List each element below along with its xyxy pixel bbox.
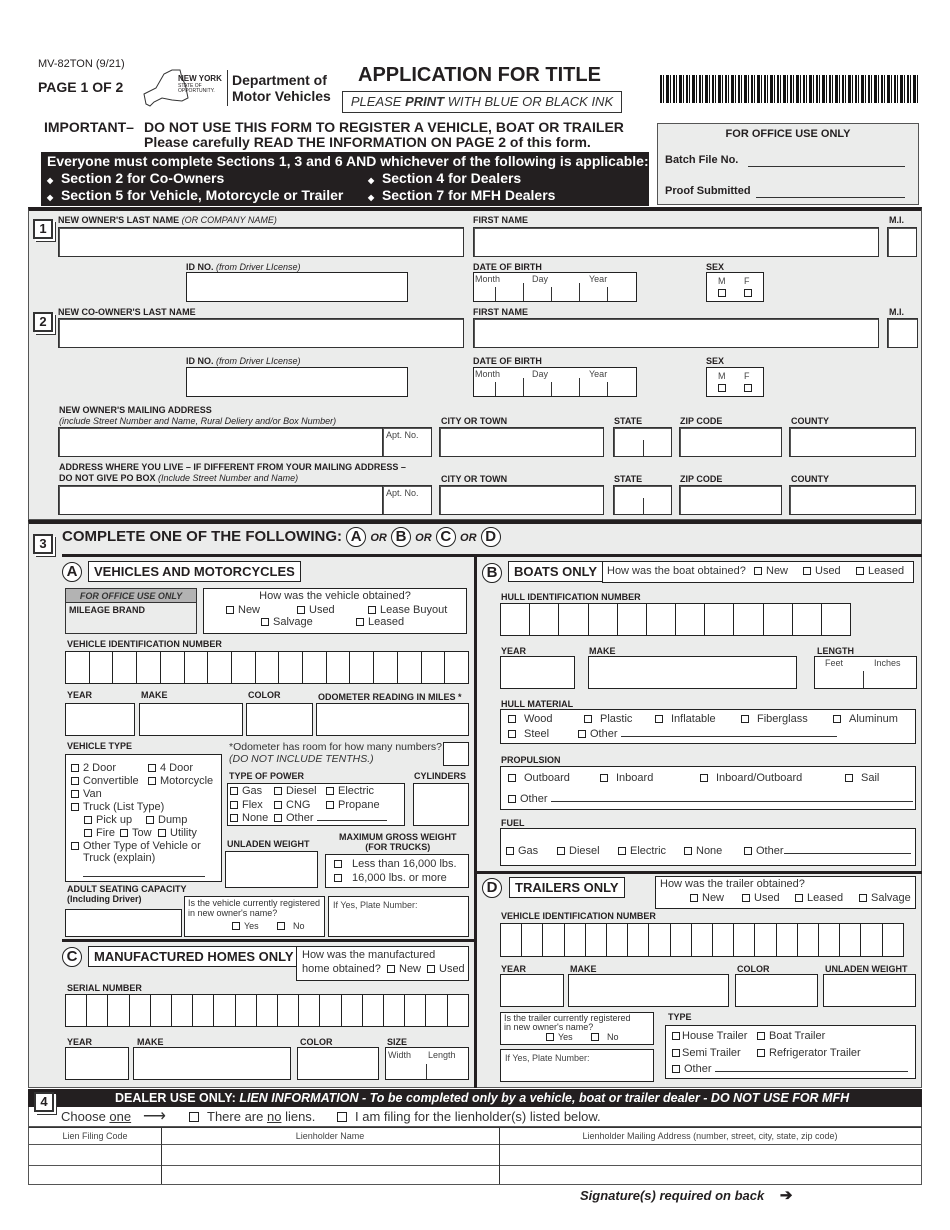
batch-field[interactable] bbox=[748, 166, 905, 167]
power-cng[interactable]: CNG bbox=[274, 799, 310, 811]
trailer-registered-no[interactable]: No bbox=[591, 1032, 619, 1042]
type-convertible[interactable]: Convertible bbox=[71, 775, 139, 787]
col-lienholder-name: Lienholder Name bbox=[295, 1131, 365, 1141]
type-tow[interactable]: Tow bbox=[120, 827, 152, 839]
hull-material-label: HULL MATERIAL bbox=[501, 699, 574, 709]
filing-lienholder-checkbox[interactable]: I am filing for the lienholder(s) listed below. bbox=[337, 1109, 601, 1124]
trailer-obtained-new[interactable]: New bbox=[690, 892, 724, 904]
vehicle-make-label: MAKE bbox=[141, 690, 168, 700]
trailer-type-semi[interactable]: Semi Trailer bbox=[672, 1047, 741, 1059]
residence-address-label: ADDRESS WHERE YOU LIVE – IF DIFFERENT FROM YOUR MAILING ADDRESS – bbox=[59, 462, 406, 472]
owner-dob-input[interactable]: Month Day Year bbox=[473, 272, 637, 302]
trailer-vin-input[interactable] bbox=[500, 923, 904, 957]
owner-id-input[interactable] bbox=[186, 272, 408, 302]
col-lienholder-address: Lienholder Mailing Address (number, street, city, state, zip code) bbox=[582, 1131, 838, 1141]
residence-county-input[interactable] bbox=[789, 485, 916, 515]
coowner-first-name-label: FIRST NAME bbox=[473, 307, 528, 317]
trailer-year-label: YEAR bbox=[501, 964, 527, 974]
section-1-badge: 1 bbox=[33, 219, 53, 239]
trailer-make-input[interactable] bbox=[568, 974, 729, 1007]
type-other-explain-field[interactable] bbox=[83, 876, 205, 877]
owner-sex-label: SEX bbox=[706, 262, 725, 272]
power-other[interactable]: Other bbox=[274, 812, 387, 824]
mailing-apt-input[interactable]: Apt. No. bbox=[382, 427, 432, 457]
trailer-make-label: MAKE bbox=[570, 964, 597, 974]
mailing-state-input[interactable] bbox=[613, 427, 672, 457]
power-electric[interactable]: Electric bbox=[326, 785, 374, 797]
type-2-door[interactable]: 2 Door bbox=[71, 762, 116, 774]
vehicle-registered-group: Is the vehicle currently registered in new owner's name? Yes No bbox=[184, 896, 325, 937]
boat-obtained-leased[interactable]: Leased bbox=[856, 565, 904, 577]
mailing-city-input[interactable] bbox=[439, 427, 604, 457]
odometer-label: ODOMETER READING IN MILES * bbox=[318, 692, 462, 702]
mfh-make-label: MAKE bbox=[137, 1037, 164, 1047]
residence-address-label2: DO NOT GIVE PO BOX (Include Street Number and Name) bbox=[59, 473, 299, 483]
trailer-type-house[interactable]: House Trailer bbox=[672, 1030, 747, 1042]
unladen-weight-label: UNLADEN WEIGHT bbox=[227, 839, 310, 849]
owner-dob-label: DATE OF BIRTH bbox=[473, 262, 542, 272]
propulsion-inboard-outboard[interactable]: Inboard/Outboard bbox=[700, 772, 802, 784]
part-b-letter: B bbox=[482, 563, 502, 583]
type-van[interactable]: Van bbox=[71, 788, 102, 800]
important-line1: DO NOT USE THIS FORM TO REGISTER A VEHICLE, BOAT OR TRAILER bbox=[144, 119, 624, 135]
trailer-type-other[interactable]: Other bbox=[672, 1063, 908, 1075]
vehicle-obtained-new[interactable]: New bbox=[226, 604, 260, 616]
residence-zip-input[interactable] bbox=[679, 485, 782, 515]
seating-input[interactable] bbox=[65, 909, 182, 937]
fuel-none[interactable]: None bbox=[684, 845, 722, 857]
trailer-registered-group: Is the trailer currently registered in new owner's name? Yes No bbox=[500, 1012, 654, 1045]
boat-year-input[interactable] bbox=[500, 656, 575, 689]
lien-banner: DEALER USE ONLY: LIEN INFORMATION - To be completed only by a vehicle, boat or trailer dealer - DO NOT USE FOR MFH bbox=[28, 1089, 922, 1107]
type-pick-up[interactable]: Pick up bbox=[84, 814, 132, 826]
boat-length-label: LENGTH bbox=[817, 646, 854, 656]
batch-label: Batch File No. bbox=[665, 154, 739, 166]
owner-sex-f-checkbox[interactable] bbox=[744, 289, 752, 297]
propulsion-inboard[interactable]: Inboard bbox=[600, 772, 653, 784]
part-d-title: TRAILERS ONLY bbox=[509, 877, 625, 898]
vehicle-registered-yes[interactable]: Yes bbox=[232, 921, 259, 931]
office-use-box bbox=[657, 123, 919, 205]
owner-last-name-label: NEW OWNER'S LAST NAME (OR COMPANY NAME) bbox=[58, 215, 277, 225]
hull-aluminum[interactable]: Aluminum bbox=[833, 713, 898, 725]
boat-obtained-group: How was the boat obtained? New Used Leased bbox=[602, 561, 914, 583]
fuel-group bbox=[500, 828, 916, 866]
hull-fiberglass[interactable]: Fiberglass bbox=[741, 713, 808, 725]
trailer-vin-label: VEHICLE IDENTIFICATION NUMBER bbox=[501, 911, 656, 921]
hull-material-group bbox=[500, 709, 916, 744]
odometer-digits-input[interactable] bbox=[443, 742, 469, 766]
hull-steel[interactable]: Steel bbox=[508, 728, 549, 740]
boat-obtained-new[interactable]: New bbox=[754, 565, 788, 577]
mailing-county-input[interactable] bbox=[789, 427, 916, 457]
trailer-obtained-salvage[interactable]: Salvage bbox=[859, 892, 911, 904]
section-4-badge: 4 bbox=[34, 1092, 54, 1112]
proof-label: Proof Submitted bbox=[665, 185, 751, 197]
type-fire[interactable]: Fire bbox=[84, 827, 115, 839]
owner-first-name-label: FIRST NAME bbox=[473, 215, 528, 225]
coowner-dob-label: DATE OF BIRTH bbox=[473, 356, 542, 366]
mfh-obtained-new[interactable]: New bbox=[387, 963, 421, 975]
seating-label: ADULT SEATING CAPACITY (Including Driver) bbox=[67, 884, 187, 904]
power-diesel[interactable]: Diesel bbox=[274, 785, 317, 797]
propulsion-sail[interactable]: Sail bbox=[845, 772, 879, 784]
print-note: PLEASE PRINT WITH BLUE OR BLACK INK bbox=[342, 91, 622, 113]
fuel-gas[interactable]: Gas bbox=[506, 845, 538, 857]
part-d-letter: D bbox=[482, 878, 502, 898]
column-divider bbox=[474, 556, 477, 1088]
barcode bbox=[660, 75, 918, 103]
mfh-year-label: YEAR bbox=[67, 1037, 93, 1047]
dept-line2: Motor Vehicles bbox=[232, 88, 331, 104]
owner-sex-m-checkbox[interactable] bbox=[718, 289, 726, 297]
trailer-obtained-used[interactable]: Used bbox=[742, 892, 780, 904]
part-a-title: VEHICLES AND MOTORCYCLES bbox=[88, 561, 301, 582]
unladen-weight-input[interactable] bbox=[225, 851, 318, 888]
max-gross-label: MAXIMUM GROSS WEIGHT (FOR TRUCKS) bbox=[339, 832, 457, 852]
trailer-type-label: TYPE bbox=[668, 1012, 692, 1022]
vehicle-year-input[interactable] bbox=[65, 703, 135, 736]
cylinders-input[interactable] bbox=[413, 783, 469, 826]
owner-mi-label: M.I. bbox=[889, 215, 904, 225]
hull-plastic[interactable]: Plastic bbox=[584, 713, 632, 725]
propulsion-other[interactable]: Other bbox=[508, 793, 913, 805]
power-propane[interactable]: Propane bbox=[326, 799, 380, 811]
mfh-color-label: COLOR bbox=[300, 1037, 333, 1047]
vehicle-color-label: COLOR bbox=[248, 690, 281, 700]
office-use-title: FOR OFFICE USE ONLY bbox=[725, 128, 851, 140]
odometer-input[interactable] bbox=[316, 703, 469, 736]
mailing-address-hint: (include Street Number and Name, Rural Deliery and/or Box Number) bbox=[59, 416, 337, 426]
boat-length-input[interactable]: Feet Inches bbox=[814, 656, 917, 689]
mfh-size-label: SIZE bbox=[387, 1037, 408, 1047]
mailing-state-label: STATE bbox=[614, 416, 643, 426]
type-dump[interactable]: Dump bbox=[146, 814, 187, 826]
type-utility[interactable]: Utility bbox=[158, 827, 197, 839]
serial-number-input[interactable] bbox=[65, 994, 469, 1027]
trailer-year-input[interactable] bbox=[500, 974, 564, 1007]
power-flex[interactable]: Flex bbox=[230, 799, 263, 811]
gross-weight-group bbox=[325, 854, 469, 888]
residence-city-label: CITY OR TOWN bbox=[441, 474, 508, 484]
fuel-diesel[interactable]: Diesel bbox=[557, 845, 600, 857]
gross-under-16000[interactable]: Less than 16,000 lbs. bbox=[334, 858, 457, 870]
vehicle-plate-input[interactable]: If Yes, Plate Number: bbox=[328, 896, 469, 937]
residence-county-label: COUNTY bbox=[791, 474, 829, 484]
propulsion-group bbox=[500, 766, 916, 810]
power-type-label: TYPE OF POWER bbox=[229, 771, 305, 781]
coowner-dob-input[interactable]: Month Day Year bbox=[473, 367, 637, 397]
mailing-zip-input[interactable] bbox=[679, 427, 782, 457]
office-mileage-box: FOR OFFICE USE ONLY MILEAGE BRAND bbox=[65, 588, 197, 634]
vehicle-obtained-leased[interactable]: Leased bbox=[356, 616, 404, 628]
coowner-last-name-label: NEW CO-OWNER'S LAST NAME bbox=[58, 307, 196, 317]
owner-id-label: ID NO. (from Driver LIcense) bbox=[186, 262, 301, 272]
vehicle-obtained-salvage[interactable]: Salvage bbox=[261, 616, 313, 628]
part-b-title: BOATS ONLY bbox=[508, 561, 603, 582]
boat-make-input[interactable] bbox=[588, 656, 797, 689]
propulsion-label: PROPULSION bbox=[501, 755, 561, 765]
hull-inflatable[interactable]: Inflatable bbox=[655, 713, 716, 725]
residence-apt-input[interactable]: Apt. No. bbox=[382, 485, 432, 515]
dept-line1: Department of bbox=[232, 72, 327, 88]
part-a-letter: A bbox=[62, 562, 82, 582]
propulsion-outboard[interactable]: Outboard bbox=[508, 772, 570, 784]
serial-number-label: SERIAL NUMBER bbox=[67, 983, 142, 993]
vehicle-make-input[interactable] bbox=[139, 703, 243, 736]
section-2-badge: 2 bbox=[33, 312, 53, 332]
residence-state-input[interactable] bbox=[613, 485, 672, 515]
form-code: MV-82TON (9/21) bbox=[38, 58, 125, 70]
coowner-mi-label: M.I. bbox=[889, 307, 904, 317]
fuel-electric[interactable]: Electric bbox=[618, 845, 666, 857]
mfh-year-input[interactable] bbox=[65, 1047, 129, 1080]
trailer-color-input[interactable] bbox=[735, 974, 818, 1007]
proof-field[interactable] bbox=[756, 197, 905, 198]
instruction-banner: Everyone must complete Sections 1, 3 and 6 AND whichever of the following is applicable: ◆ Section 2 for Co-Owners ◆ Section 4 for Dealers ◆ Section 5 for Vehicle, Motorcycle or Trailer ◆ Section 7 for MFH Dealers bbox=[41, 152, 649, 206]
power-none[interactable]: None bbox=[230, 812, 268, 824]
boat-year-label: YEAR bbox=[501, 646, 527, 656]
mfh-obtained-group: How was the manufactured home obtained? New Used bbox=[296, 946, 469, 981]
lien-row-1[interactable] bbox=[29, 1145, 921, 1165]
arrow-right-icon: ⟶ bbox=[143, 1108, 166, 1125]
power-gas[interactable]: Gas bbox=[230, 785, 262, 797]
trailer-unladen-input[interactable] bbox=[823, 974, 916, 1007]
coowner-id-label: ID NO. (from Driver LIcense) bbox=[186, 356, 301, 366]
coowner-sex-label: SEX bbox=[706, 356, 725, 366]
vehicle-color-input[interactable] bbox=[246, 703, 313, 736]
vehicle-type-label: VEHICLE TYPE bbox=[67, 741, 133, 751]
fuel-other[interactable]: Other bbox=[744, 845, 911, 857]
arrow-right-icon: ➔ bbox=[779, 1187, 793, 1204]
section-3-heading: COMPLETE ONE OF THE FOLLOWING: A OR B OR C OR D bbox=[62, 527, 501, 547]
logo-state: NEW YORK bbox=[178, 74, 222, 83]
trailer-unladen-label: UNLADEN WEIGHT bbox=[825, 964, 908, 974]
coowner-mi-input[interactable] bbox=[887, 318, 918, 348]
important-line2: Please carefully READ THE INFORMATION ON PAGE 2 of this form. bbox=[144, 134, 591, 150]
important-prefix: IMPORTANT– bbox=[44, 119, 134, 135]
hull-other[interactable]: Other bbox=[578, 728, 837, 740]
mfh-obtained-used[interactable]: Used bbox=[427, 963, 465, 975]
signature-note: Signature(s) required on back ➔ bbox=[580, 1187, 793, 1204]
lien-row-2[interactable] bbox=[29, 1166, 921, 1185]
section-3-badge: 3 bbox=[33, 534, 53, 554]
residence-street-input[interactable] bbox=[58, 485, 383, 515]
owner-first-name-input[interactable] bbox=[473, 227, 879, 257]
vehicle-vin-input[interactable] bbox=[65, 651, 469, 684]
mfh-make-input[interactable] bbox=[133, 1047, 291, 1080]
mailing-city-label: CITY OR TOWN bbox=[441, 416, 508, 426]
mailing-address-label: NEW OWNER'S MAILING ADDRESS bbox=[59, 405, 212, 415]
cylinders-label: CYLINDERS bbox=[414, 771, 467, 781]
mailing-street-input[interactable] bbox=[58, 427, 383, 457]
owner-last-name-input[interactable] bbox=[58, 227, 464, 257]
col-lien-filing-code: Lien Filing Code bbox=[62, 1131, 128, 1141]
type-motorcycle[interactable]: Motorcycle bbox=[148, 775, 213, 787]
vehicle-registered-no[interactable]: No bbox=[277, 921, 305, 931]
trailer-obtained-group: How was the trailer obtained? New Used Leased Salvage bbox=[655, 876, 916, 909]
lien-table bbox=[28, 1127, 922, 1185]
coowner-last-name-input[interactable] bbox=[58, 318, 464, 348]
mailing-county-label: COUNTY bbox=[791, 416, 829, 426]
residence-state-label: STATE bbox=[614, 474, 643, 484]
vehicle-year-label: YEAR bbox=[67, 690, 93, 700]
coowner-id-input[interactable] bbox=[186, 367, 408, 397]
mfh-color-input[interactable] bbox=[297, 1047, 379, 1080]
owner-mi-input[interactable] bbox=[887, 227, 917, 257]
vehicle-vin-label: VEHICLE IDENTIFICATION NUMBER bbox=[67, 639, 222, 649]
power-type-group bbox=[227, 783, 405, 826]
lien-choice-row: Choose one ⟶ There are no liens. I am filing for the lienholder(s) listed below. bbox=[28, 1107, 922, 1127]
trailer-type-group bbox=[665, 1025, 916, 1079]
gross-16000-plus[interactable]: 16,000 lbs. or more bbox=[334, 872, 447, 884]
hull-wood[interactable]: Wood bbox=[508, 713, 553, 725]
hin-input[interactable] bbox=[500, 603, 851, 636]
type-4-door[interactable]: 4 Door bbox=[148, 762, 193, 774]
dmv-logo bbox=[142, 68, 332, 110]
odometer-digits-question: *Odometer has room for how many numbers? (DO NOT INCLUDE TENTHS.) bbox=[229, 741, 443, 765]
coowner-sex-f-checkbox[interactable] bbox=[744, 384, 752, 392]
page-indicator: PAGE 1 OF 2 bbox=[38, 79, 124, 95]
residence-zip-label: ZIP CODE bbox=[680, 474, 723, 484]
coowner-first-name-input[interactable] bbox=[473, 318, 879, 348]
vehicle-obtained-group: How was the vehicle obtained? New Used Lease Buyout Salvage Leased bbox=[203, 588, 467, 634]
trailer-type-refrigerator[interactable]: Refrigerator Trailer bbox=[757, 1047, 861, 1059]
no-liens-checkbox[interactable]: There are no liens. bbox=[189, 1109, 315, 1124]
vehicle-obtained-lease-buyout[interactable]: Lease Buyout bbox=[368, 604, 447, 616]
logo-tag2: OPPORTUNITY. bbox=[178, 88, 215, 94]
residence-city-input[interactable] bbox=[439, 485, 604, 515]
trailer-registered-yes[interactable]: Yes bbox=[546, 1032, 573, 1042]
mailing-zip-label: ZIP CODE bbox=[680, 416, 723, 426]
part-c-title: MANUFACTURED HOMES ONLY bbox=[88, 946, 300, 967]
coowner-sex-group: M F bbox=[706, 367, 764, 397]
vehicle-obtained-used[interactable]: Used bbox=[297, 604, 335, 616]
trailer-plate-input[interactable]: If Yes, Plate Number: bbox=[500, 1049, 654, 1082]
hin-label: HULL IDENTIFICATION NUMBER bbox=[501, 592, 641, 602]
fuel-label: FUEL bbox=[501, 818, 525, 828]
boat-make-label: MAKE bbox=[589, 646, 616, 656]
mfh-size-input[interactable]: Width Length bbox=[385, 1047, 469, 1080]
type-truck[interactable]: Truck (List Type) bbox=[71, 801, 164, 813]
trailer-type-boat[interactable]: Boat Trailer bbox=[757, 1030, 825, 1042]
trailer-obtained-leased[interactable]: Leased bbox=[795, 892, 843, 904]
trailer-color-label: COLOR bbox=[737, 964, 770, 974]
vehicle-type-group: 2 Door 4 Door Convertible Motorcycle Van Truck (List Type) Pick up Dump Fire Tow Utility Other Type of Vehicle or Truck (explain) bbox=[65, 754, 222, 882]
owner-sex-group: M F bbox=[706, 272, 764, 302]
part-c-letter: C bbox=[62, 947, 82, 967]
type-other[interactable]: Other Type of Vehicle or bbox=[71, 840, 201, 852]
logo-tag1: STATE OF bbox=[178, 83, 202, 89]
form-title: APPLICATION FOR TITLE bbox=[358, 64, 601, 86]
boat-obtained-used[interactable]: Used bbox=[803, 565, 841, 577]
coowner-sex-m-checkbox[interactable] bbox=[718, 384, 726, 392]
